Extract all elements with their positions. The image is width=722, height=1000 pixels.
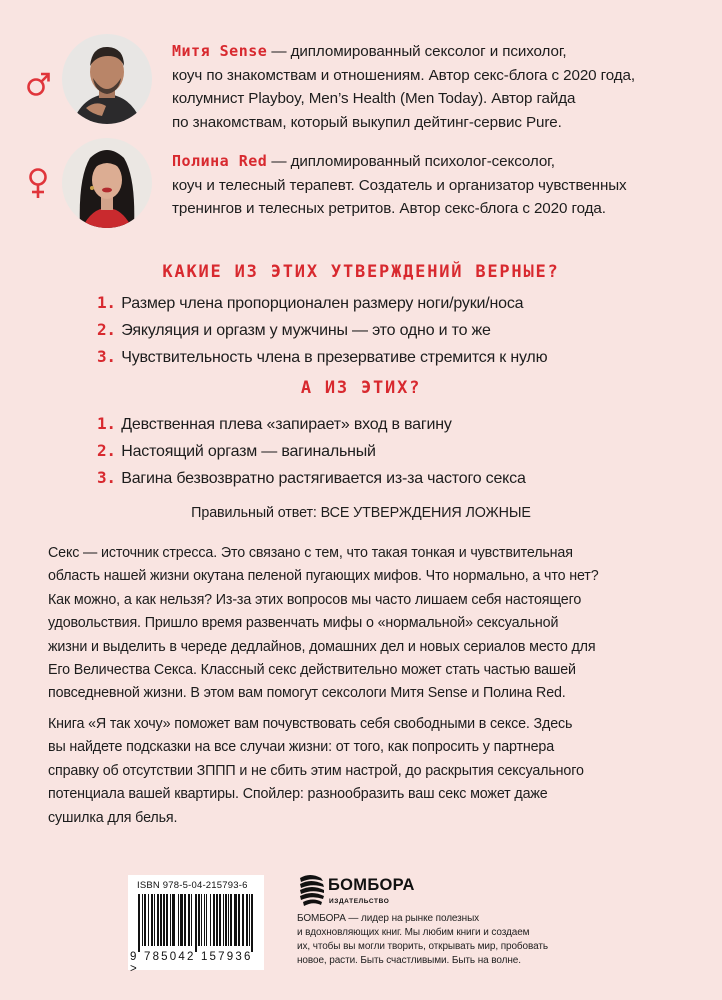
barcode-bar [219,894,221,946]
barcode-bar [246,894,248,946]
paragraph-line: жизни и выделить в череде дедлайнов, домашних дел и новых сериалов место для [48,638,596,655]
author-bio-line: — дипломированный психолог-сексолог, [267,153,555,170]
item-number: 1. [97,414,116,433]
paragraph-line: потенциала вашей квартиры. Спойлер: разнообразить ваш секс может даже [48,786,548,803]
paragraph-line: удовольствия. Пришло время развенчать мифы о «нормальной» сексуальной [48,615,559,632]
item-number: 1. [97,293,116,312]
barcode-bar [154,894,155,946]
barcode-bar [223,894,224,946]
barcode-bar [242,894,244,946]
barcode-bar [160,894,162,946]
list-item [97,464,697,491]
author-photo-mitya [62,34,152,124]
publisher-line: БОМБОРА — лидер на рынке полезных [297,913,480,924]
description-paragraph-2 [48,713,688,830]
paragraph-line: область нашей жизни окутана пеленой пугающих мифов. Что нормально, а что нет? [48,568,599,585]
barcode-bar [206,894,207,946]
item-text: Размер члена пропорционален размеру ноги/руки/носа [121,295,524,312]
description-paragraph-1 [48,542,688,706]
paragraph-line: Его Величества Секса. Классный секс действительно может стать частью вашей [48,662,576,679]
isbn-barcode [128,875,264,975]
barcode-bar [238,894,240,946]
author-photo-polina [62,138,152,228]
barcode-bar [144,894,146,946]
item-text: Девственная плева «запирает» вход в вагину [121,416,452,433]
author-bio-polina [172,150,692,221]
quiz-heading-1: КАКИЕ ИЗ ЭТИХ УТВЕРЖДЕНИЙ ВЕРНЫЕ? [162,262,560,282]
barcode-bar [166,894,168,946]
female-symbol-icon [25,166,51,200]
barcode-bars [128,894,264,952]
barcode-bar [191,894,192,946]
item-text: Вагина безвозвратно растягивается из-за частого секса [121,470,526,487]
barcode-bar [251,894,253,952]
barcode-bar [198,894,200,946]
paragraph-line: Книга «Я так хочу» поможет вам почувствовать себя свободными в сексе. Здесь [48,716,573,732]
author-bio-line: тренингов и телесных ретритов. Автор секс-блога с 2020 года. [172,200,606,217]
paragraph-line: вы найдете подсказки на все случаи жизни: от того, как попросить у партнера [48,739,555,756]
quiz-heading-2: А ИЗ ЭТИХ? [300,378,422,398]
list-item [97,316,697,343]
barcode-bar [210,894,211,946]
publisher-line: новое, расти. Быть счастливыми. Быть на волне. [297,955,521,966]
male-symbol-icon [25,66,51,100]
quiz-list-2 [97,410,697,491]
barcode-bar [225,894,227,946]
publisher-name: БОМБОРА [328,876,415,894]
barcode-bar [148,894,149,946]
barcode-bar [230,894,232,946]
barcode-bar [188,894,190,946]
publisher-description [297,912,557,968]
barcode-bar [201,894,202,946]
author-block-mitya [0,30,722,130]
barcode-bar [204,894,205,946]
barcode-bar [170,894,171,946]
list-item [97,289,697,316]
isbn-text: ISBN 978-5-04-215793-6 [137,880,248,891]
author-name: Полина Red [172,152,268,170]
barcode-bar [249,894,250,946]
barcode-bar [216,894,218,946]
item-text: Эякуляция и оргазм у мужчины — это одно и то же [121,322,491,339]
author-bio-line: — дипломированный сексолог и психолог, [267,43,567,60]
author-block-polina [0,134,722,234]
barcode-bar [172,894,175,946]
paragraph-line: Секс — источник стресса. Это связано с тем, что такая тонкая и чувствительная [48,545,573,561]
list-item [97,343,697,370]
author-bio-line: колумнист Playboy, Men’s Health (Men Today). Автор гайда [172,90,576,107]
paragraph-line: справку об отсутствии ЗППП и не сбить этим настрой, до раскрытия сексуального [48,762,584,779]
item-number: 3. [97,347,116,366]
item-text: Настоящий оргазм — вагинальный [121,443,376,460]
list-item [97,437,697,464]
barcode-bar [228,894,229,946]
item-number: 2. [97,320,116,339]
author-bio-line: по знакомствам, который выкупил дейтинг-сервис Pure. [172,113,562,131]
paragraph-line: Как можно, а как нельзя? Из-за этих вопросов мы часто лишаем себя настоящего [48,591,582,608]
item-text: Чувствительность члена в презервативе стремится к нулю [121,349,548,366]
author-bio-line: коуч и телесный терапевт. Создатель и организатор чувственных [172,176,627,194]
barcode-bar [180,894,183,946]
paragraph-line: сушилка для белья. [48,809,178,826]
barcode-bar [163,894,165,946]
paragraph-line: повседневной жизни. В этом вам помогут сексологи Митя Sense и Полина Red. [48,685,566,702]
publisher-line: их, чтобы вы могли творить, открывать мир, пробовать [297,941,548,952]
barcode-bar [157,894,159,946]
author-bio-mitya [172,40,692,134]
publisher-subtitle: ИЗДАТЕЛЬСТВО [329,898,390,905]
barcode-bar [234,894,237,946]
barcode-bar [138,894,140,952]
item-number: 2. [97,441,116,460]
barcode-bar [151,894,153,946]
list-item [97,410,697,437]
barcode-bar [178,894,179,946]
item-number: 3. [97,468,116,487]
barcode-bar [195,894,197,952]
publisher-line: и вдохновляющих книг. Мы любим книги и создаем [297,927,530,938]
correct-answer: Правильный ответ: ВСЕ УТВЕРЖДЕНИЯ ЛОЖНЫЕ [191,505,531,521]
quiz-list-1 [97,289,697,370]
barcode-bar [184,894,186,946]
barcode-digits: 9 785042 157936 > [130,951,253,975]
author-bio-line: коуч по знакомствам и отношениям. Автор секс-блога с 2020 года, [172,66,635,84]
author-name: Митя Sense [172,42,268,60]
barcode-bar [142,894,143,946]
barcode-bar [213,894,215,946]
